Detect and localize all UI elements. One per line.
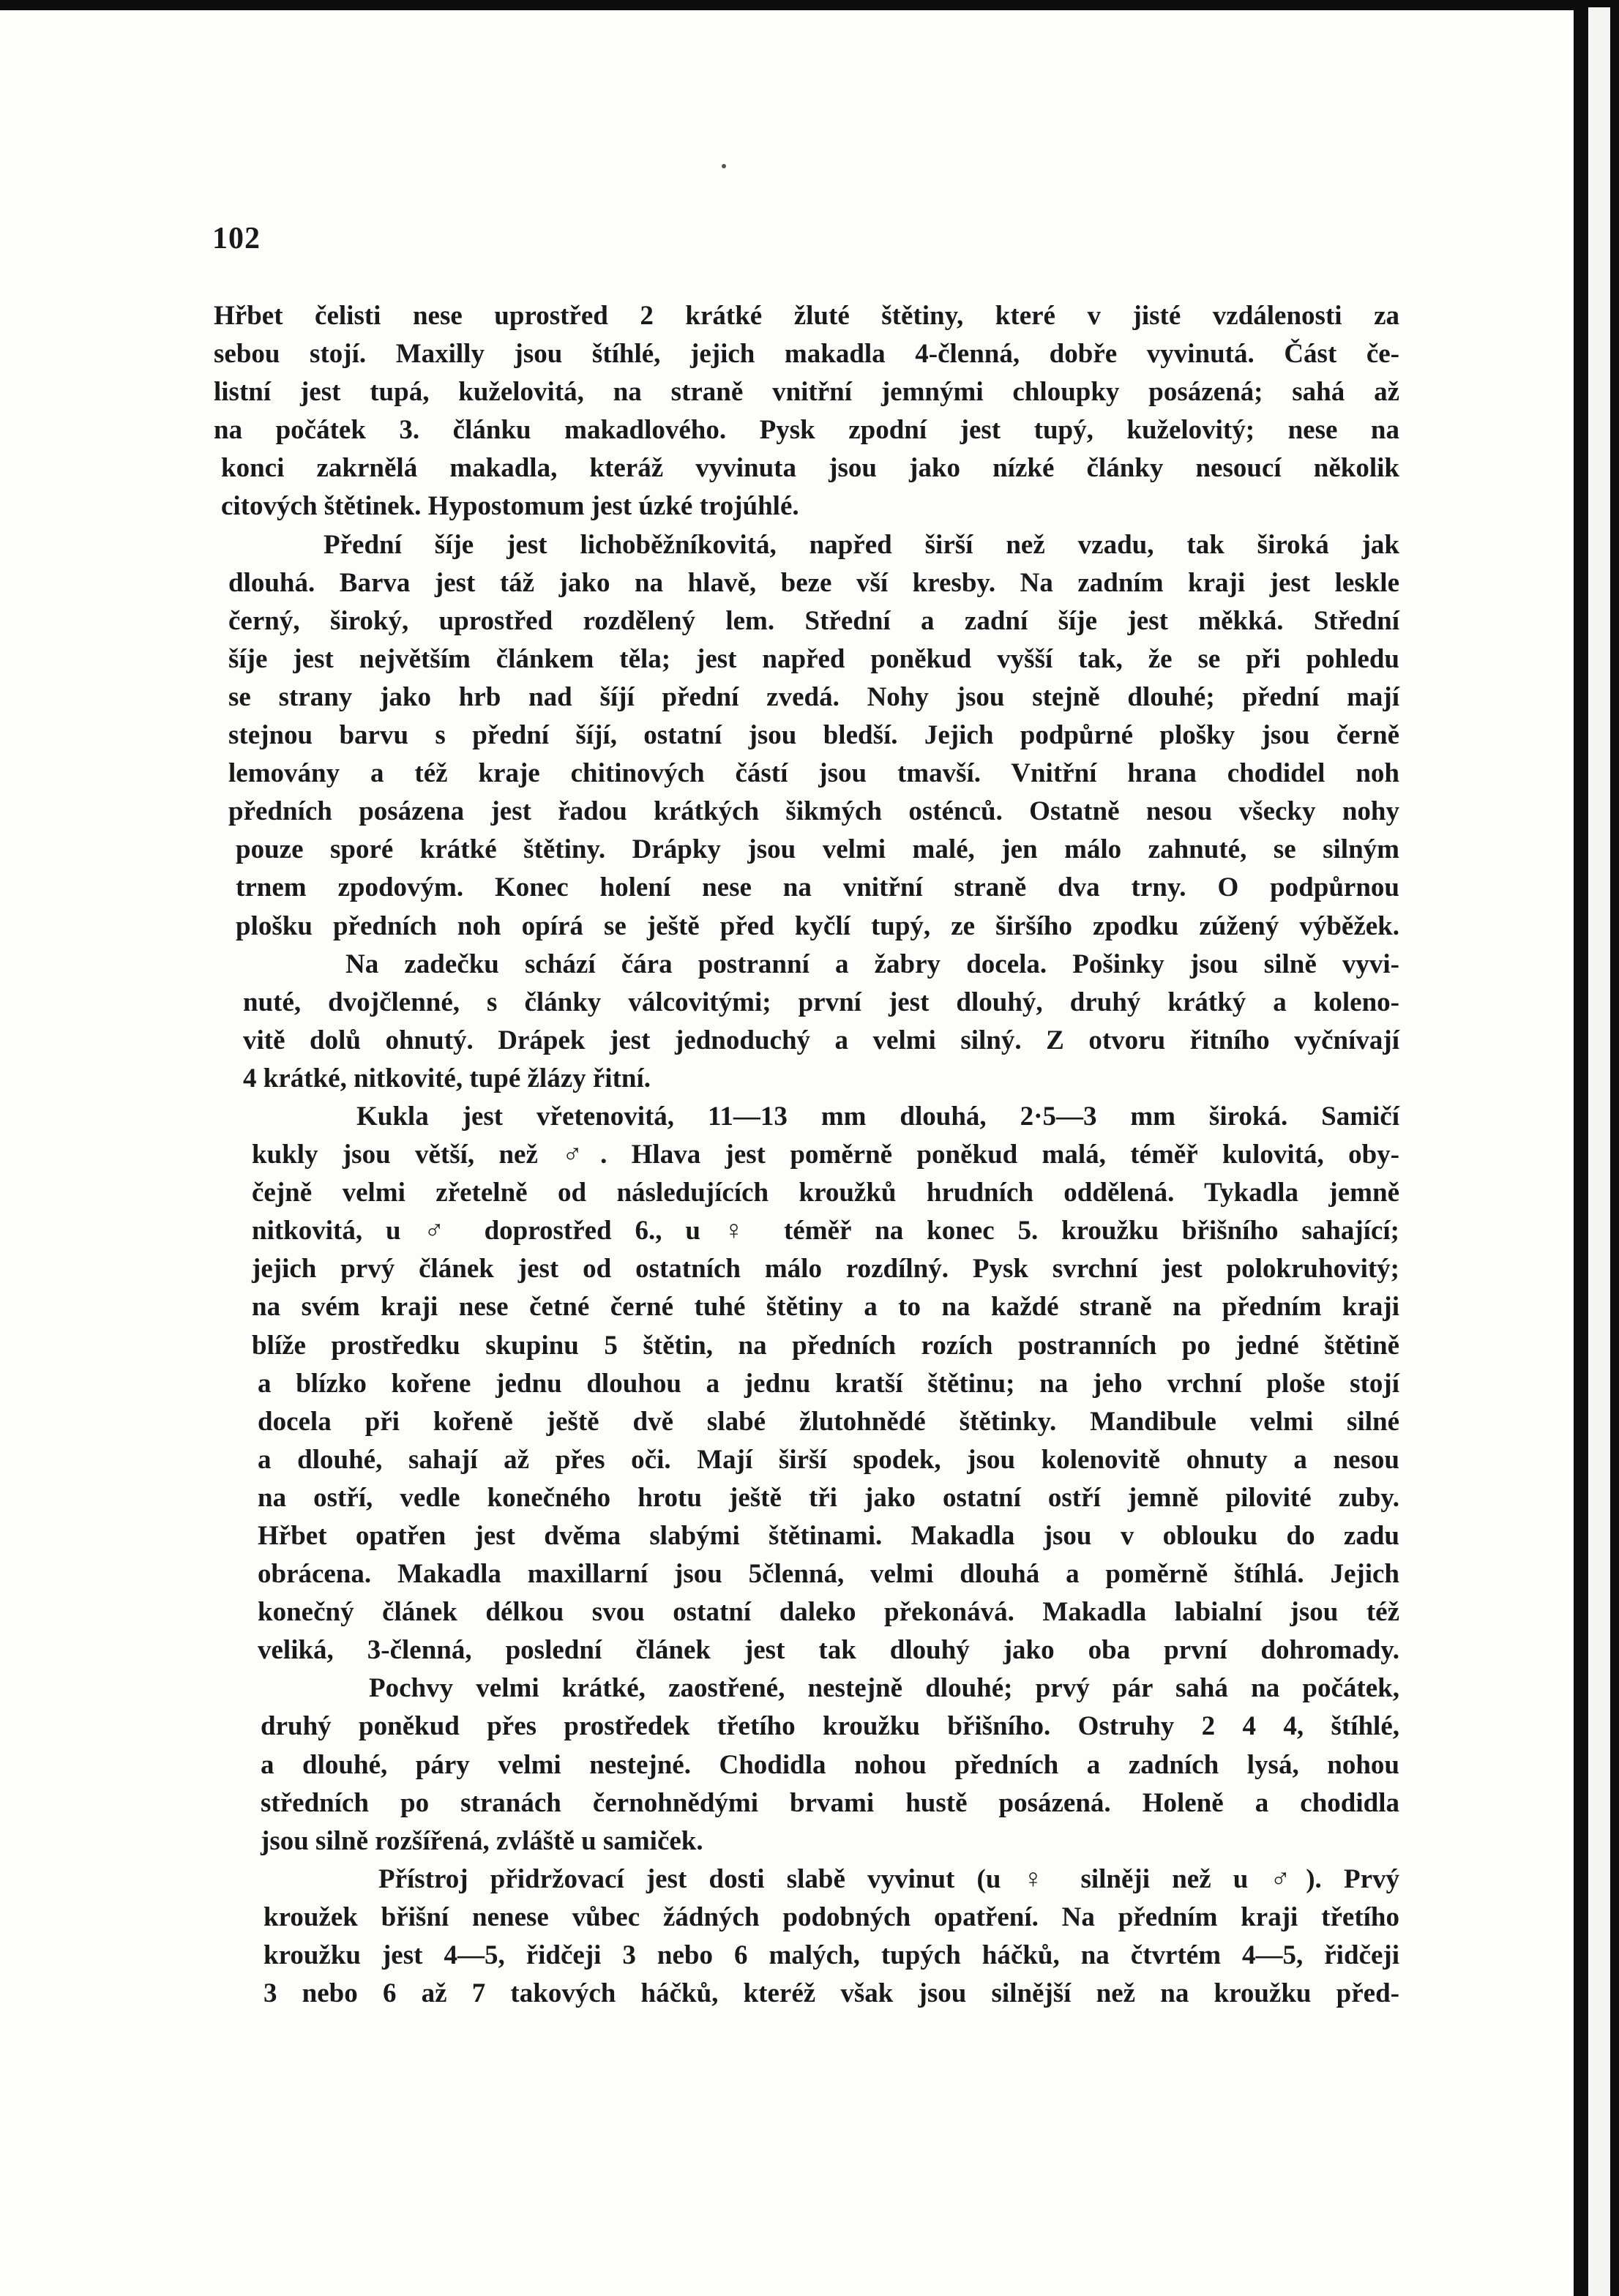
- text-line: šíje jest největším článkem těla; jest napřed poněkud vyšší tak, že se při pohledu: [228, 643, 1399, 674]
- body-text: [214, 297, 1399, 2013]
- text-line: dlouhá. Barva jest táž jako na hlavě, beze vší kresby. Na zadním kraji jest leskle: [228, 567, 1399, 598]
- text-line: Hřbet opatřen jest dvěma slabými štětinami. Makadla jsou v oblouku do zadu: [258, 1521, 1399, 1551]
- text-line: a blízko kořene jednu dlouhou a jednu kratší štětinu; na jeho vrchní ploše stojí: [258, 1368, 1399, 1399]
- scan-speck: [722, 164, 726, 168]
- text-line: a dlouhé, páry velmi nestejné. Chodidla nohou předních a zadních lysá, nohou: [261, 1749, 1399, 1780]
- text-line: Přístroj přidržovací jest dosti slabě vyvinut (u ♀ silněji než u ♂). Prvý: [378, 1863, 1399, 1894]
- text-line: Pochvy velmi krátké, zaostřené, nestejně dlouhé; prvý pár sahá na počátek,: [369, 1673, 1399, 1704]
- text-line: Přední šíje jest lichoběžníkovitá, napřed širší než vzadu, tak široká jak: [324, 529, 1399, 560]
- text-line: Na zadečku schází čára postranní a žabry docela. Pošinky jsou silně vyvi-: [345, 949, 1399, 979]
- text-line: 4 krátké, nitkovité, tupé žlázy řitní.: [243, 1063, 651, 1093]
- text-line: kroužku jest 4—5, řidčeji 3 nebo 6 malých, tupých háčků, na čtvrtém 4—5, řidčeji: [263, 1940, 1399, 1971]
- text-line: nuté, dvojčlenné, s články válcovitými; první jest dlouhý, druhý krátký a koleno-: [243, 987, 1399, 1017]
- text-line: listní jest tupá, kuželovitá, na straně vnitřní jemnými chloupky posázená; sahá až: [214, 377, 1399, 408]
- text-line: citových štětinek. Hypostomum jest úzké trojúhlé.: [221, 491, 799, 522]
- text-line: jejich prvý článek jest od ostatních málo rozdílný. Pysk svrchní jest polokruhovitý;: [252, 1254, 1399, 1285]
- text-line: nitkovitá, u ♂ doprostřed 6., u ♀ téměř na konec 5. kroužku břišního sahající;: [252, 1216, 1399, 1246]
- scan-next-page-edge: [1588, 7, 1610, 2296]
- text-line: na ostří, vedle konečného hrotu ještě tři jako ostatní ostří jemně pilovité zuby.: [258, 1482, 1399, 1513]
- text-line: pouze sporé krátké štětiny. Drápky jsou velmi malé, jen málo zahnuté, se silným: [236, 834, 1399, 865]
- text-line: veliká, 3-členná, poslední článek jest tak dlouhý jako oba první dohromady.: [258, 1635, 1399, 1666]
- scan-border-top: [0, 0, 1619, 10]
- text-line: se strany jako hrb nad šíjí přední zvedá. Nohy jsou stejně dlouhé; přední mají: [228, 681, 1399, 712]
- text-line: sebou stojí. Maxilly jsou štíhlé, jejich makadla 4-členná, dobře vyvinutá. Část če-: [214, 339, 1399, 370]
- text-line: na svém kraji nese četné černé tuhé štětiny a to na každé straně na předním kraji: [252, 1292, 1399, 1323]
- text-line: 3 nebo 6 až 7 takových háčků, kteréž však jsou silnější než na kroužku před-: [263, 1978, 1399, 2009]
- text-line: trnem zpodovým. Konec holení nese na vnitřní straně dva trny. O podpůrnou: [236, 872, 1399, 903]
- text-line: Hřbet čelisti nese uprostřed 2 krátké žluté štětiny, které v jisté vzdálenosti za: [214, 301, 1399, 331]
- text-line: Kukla jest vřetenovitá, 11—13 mm dlouhá, 2·5—3 mm široká. Samičí: [356, 1101, 1399, 1132]
- text-line: čejně velmi zřetelně od následujících kroužků hrudních oddělená. Tykadla jemně: [252, 1178, 1399, 1208]
- text-line: blíže prostředku skupinu 5 štětin, na předních rozích postranních po jedné štětině: [252, 1330, 1399, 1361]
- text-line: druhý poněkud přes prostředek třetího kroužku břišního. Ostruhy 2 4 4, štíhlé,: [261, 1711, 1399, 1742]
- text-line: předních posázena jest řadou krátkých šikmých osténců. Ostatně nesou všecky nohy: [228, 796, 1399, 827]
- text-line: kukly jsou větší, než ♂. Hlava jest poměrně poněkud malá, téměř kulovitá, oby-: [252, 1140, 1399, 1170]
- text-line: vitě dolů ohnutý. Drápek jest jednoduchý a velmi silný. Z otvoru řitního vyčnívají: [243, 1025, 1399, 1055]
- text-line: konci zakrnělá makadla, kteráž vyvinuta jsou jako nízké články nesoucí několik: [221, 453, 1399, 484]
- text-line: jsou silně rozšířená, zvláště u samiček.: [261, 1825, 703, 1856]
- text-line: konečný článek délkou svou ostatní daleko překonává. Makadla labialní jsou též: [258, 1597, 1399, 1628]
- text-line: středních po stranách černohnědými brvami hustě posázená. Holeně a chodidla: [261, 1787, 1399, 1818]
- text-line: kroužek břišní nenese vůbec žádných podobných opatření. Na předním kraji třetího: [263, 1902, 1399, 1932]
- page-number: 102: [212, 222, 261, 255]
- text-line: stejnou barvu s přední šíjí, ostatní jsou bledší. Jejich podpůrné plošky jsou černě: [228, 720, 1399, 751]
- text-line: docela při kořeně ještě dvě slabé žlutohnědé štětinky. Mandibule velmi silné: [258, 1406, 1399, 1437]
- text-line: obrácena. Makadla maxillarní jsou 5členná, velmi dlouhá a poměrně štíhlá. Jejich: [258, 1559, 1399, 1590]
- text-line: lemovány a též kraje chitinových částí jsou tmavší. Vnitřní hrana chodidel noh: [228, 758, 1399, 789]
- text-line: na počátek 3. článku makadlového. Pysk zpodní jest tupý, kuželovitý; nese na: [214, 415, 1399, 446]
- text-line: a dlouhé, sahají až přes oči. Mají širší spodek, jsou kolenovitě ohnuty a nesou: [258, 1444, 1399, 1475]
- text-line: plošku předních noh opírá se ještě před kyčlí tupý, ze širšího zpodku zúžený výběžek.: [236, 910, 1399, 941]
- text-line: černý, široký, uprostřed rozdělený lem. Střední a zadní šíje jest měkká. Střední: [228, 605, 1399, 636]
